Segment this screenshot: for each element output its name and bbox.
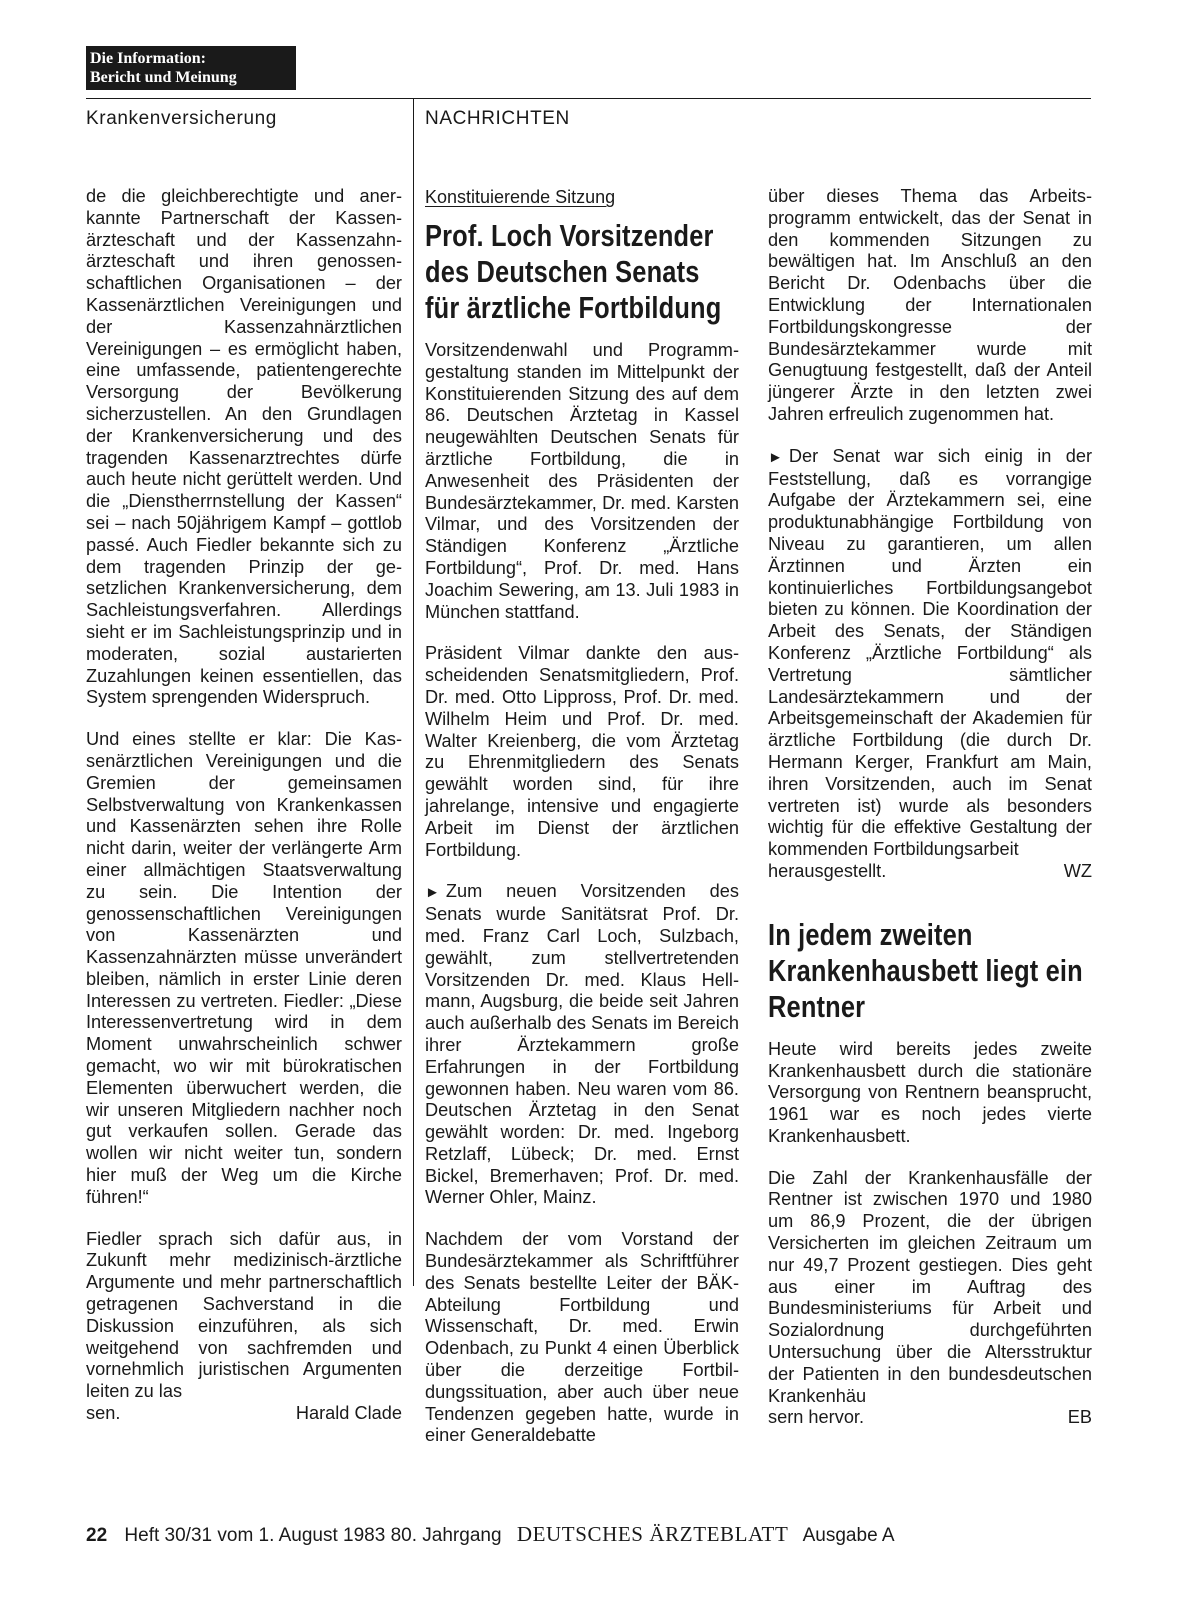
article-kicker: Konstituierende Sitzung [425,187,616,207]
paragraph-text: Der Senat war sich einig in der Feststellung, daß es vorrangige Aufgabe der Ärztekammern sei, eine produktunabhängige Fortbildung von Niveau zu garantieren, um allen Ärztinnen und Ärzten ein kontinuierliches Fortbildungsangebot bieten zu können. Die Koordination der Arbeit des Senats, der Ständigen Konferenz „Ärztliche Fortbildung“ als Vertretung sämtlicher Landesärztekammern und der Arbeitsgemeinschaft der Akademien für ärztliche Fortbildung (die durch Dr. Hermann Kerger, Frankfurt am Main, ihren Vorsitzenden, auch im Senat vertreten ist) wurde als besonders wichtig für die effektive Gestaltung der kommenden Fortbildungsarbeit [768,445,1092,860]
edition-label: Ausgabe A [802,1525,895,1546]
top-rule [86,98,1091,99]
paragraph: de die gleichberechtigte und anerkannte Partnerschaft der Kassenärzteschaft und der Kassenzahnärzteschaft und ihren genossenschaftlichen Organisationen – der Kassenärztlichen Vereinigungen und der Kassenzahnärztlichen Vereinigungen – es ermöglicht haben, eine umfassende, patientengerechte Versorgung der Bevölkerung sicherzustellen. An den Grundlagen der Krankenversicherung und des tragenden Kassenarztrechtes dürfe auch heute nicht gerüttelt werden. Und die „Dienstherrnstellung der Kassen“ sei – nach 50jährigem Kampf – gottlob passé. Auch Fiedler bekannte sich zu dem tragenden Prinzip der gesetzlichen Krankenversicherung, dem Sachleistungsverfahren. Allerdings sieht er im Sachleistungsprinzip und in moderaten, sozial austarierten Zuzahlungen keinen essentiellen, das System sprengenden Widerspruch. [86,186,402,708]
column-article-continued [768,186,1092,1429]
column-krankenversicherung [86,186,402,1425]
paragraph: Und eines stellte er klar: Die Kassenärztlichen Vereinigungen und die Gremien der gemeinsamen Selbstverwaltung von Krankenkassen und Kassenärzten sehen ihre Rolle nicht darin, weiter der verlängerte Arm einer allmächtigen Staatsverwaltung zu sein. Die Intention der genossenschaftlichen Vereinigungen von Kassenärzten und Kassenzahnärzten müsse unverändert bleiben, nämlich in erster Linie deren Interessen zu vertreten. Fiedler: „Diese Interessenvertretung wird in dem Moment unwahrscheinlich schwer gemacht, wo wir mit bürokratischen Elementen überwuchert werden, die wir unseren Mitgliedern nachher noch gut verkaufen sollen. Gerade das wollen wir nicht weiter tun, sondern hier muß der Weg um die Kirche führen!“ [86,729,402,1207]
journal-title: DEUTSCHES ÄRZTEBLATT [516,1522,789,1546]
paragraph: Fiedler sprach sich dafür aus, in Zukunft mehr medizinisch-ärztliche Argumente und mehr partnerschaftlich getragenen Sachverstand in die Diskussion einzuführen, als sich weitgehend von sachfremden und vornehmlich juristischen Argumenten leiten zu las [86,1228,402,1402]
signature-row [86,1403,402,1425]
page-footer [86,1522,895,1547]
paragraph: Nachdem der vom Vorstand der Bundesärztekammer als Schriftführer des Senats bestellte Leiter der BÄK-Abteilung Fortbildung und Wissenschaft, Dr. med. Erwin Odenbach, zu Punkt 4 einen Überblick über die derzeitige Fortbildungssituation, aber auch über neue Tendenzen gegeben hatte, wurde in einer Generaldebatte [425,1229,739,1446]
author-signature: EB [1067,1407,1092,1428]
masthead-line-1: Die Information: [90,50,206,67]
section-label-right: NACHRICHTEN [425,108,570,129]
author-signature: Harald Clade [295,1403,402,1424]
paragraph: über dieses Thema das Arbeitsprogramm entwickelt, das der Senat in den kommenden Sitzungen zu bewältigen hat. Im Anschluß an den Bericht Dr. Odenbachs über die Entwicklung der Internationalen Fortbildungskongresse der Bundesärztekammer wurde mit Genugtuung festgestellt, daß der Anteil jüngerer Ärzte in den letzten zwei Jahren erfreulich zugenommen hat. [768,186,1092,424]
signature-row [768,861,1092,883]
author-signature: WZ [1063,860,1092,881]
bullet-arrow-icon: ► [768,448,783,466]
paragraph: Präsident Vilmar dankte den ausscheidenden Senatsmitgliedern, Prof. Dr. med. Otto Lippross, Prof. Dr. med. Wilhelm Heim und Prof. Dr. med. Walter Kreienberg, die vom Ärztetag zu Ehrenmitgliedern des Senats gewählt worden sind, für ihre jahrelange, intensive und engagierte Arbeit im Dienst der ärztlichen Fortbildung. [425,643,739,860]
paragraph [425,881,739,1209]
paragraph-end: herausgestellt. [768,860,887,881]
paragraph-end: sern hervor. [768,1407,865,1428]
paragraph-end: sen. [86,1403,121,1424]
paragraph: Vorsitzendenwahl und Programmgestaltung standen im Mittelpunkt der Konstituierenden Sitzung des auf dem 86. Deutschen Ärztetag in Kassel neugewählten Deutschen Senats für ärztliche Fortbildung, die in Anwesenheit des Präsidenten der Bundesärztekammer, Dr. med. Karsten Vilmar, und des Vorsitzenden der Ständigen Konferenz „Ärztliche Fortbildung“, Prof. Dr. med. Hans Joachim Sewering, am 13. Juli 1983 in München stattfand. [425,340,739,622]
masthead [86,46,296,90]
page-number: 22 [86,1525,108,1546]
paragraph: Heute wird bereits jedes zweite Krankenhausbett durch die stationäre Versorgung von Rentnern beansprucht, 1961 war es noch jedes vierte Krankenhausbett. [768,1038,1092,1146]
article-headline: In jedem zweiten Krankenhausbett liegt ein Rentner [768,916,1083,1024]
issue-info: Heft 30/31 vom 1. August 1983 80. Jahrgang [124,1525,502,1546]
paragraph: Die Zahl der Krankenhausfälle der Rentner ist zwischen 1970 und 1980 um 86,9 Prozent, die der übrigen Versicherten im gleichen Zeitraum um nur 49,7 Prozent gestiegen. Dies geht aus einer im Auftrag des Bundesministeriums für Arbeit und Sozialordnung durchgeführten Untersuchung über die Altersstruktur der Patienten in den bundesdeutschen Krankenhäu [768,1167,1092,1406]
masthead-line-2: Bericht und Meinung [90,69,237,86]
bullet-arrow-icon: ► [425,884,440,902]
article-headline: Prof. Loch Vorsitzender des Deutschen Senats für ärztliche Fortbildung [425,218,722,325]
signature-row [768,1407,1092,1429]
paragraph [768,446,1092,861]
column-divider [413,98,414,1286]
paragraph-text: Zum neuen Vorsitzenden des Senats wurde Sanitätsrat Prof. Dr. med. Franz Carl Loch, Sulzbach, gewählt, zum stellvertretenden Vorsitzenden Dr. med. Klaus Hellmann, Augsburg, die beide seit Jahren auch außerhalb des Senats im Bereich ihrer Ärztekammern große Erfahrungen in der Fortbildung gewonnen haben. Neu waren vom 86. Deutschen Ärztetag in den Senat gewählt worden: Dr. med. Ingeborg Retzlaff, Lübeck; Dr. med. Ernst Bickel, Bremerhaven; Prof. Dr. med. Werner Ohler, Mainz. [425,881,739,1208]
section-label-left: Krankenversicherung [86,108,277,129]
column-article-loch [425,186,739,1447]
